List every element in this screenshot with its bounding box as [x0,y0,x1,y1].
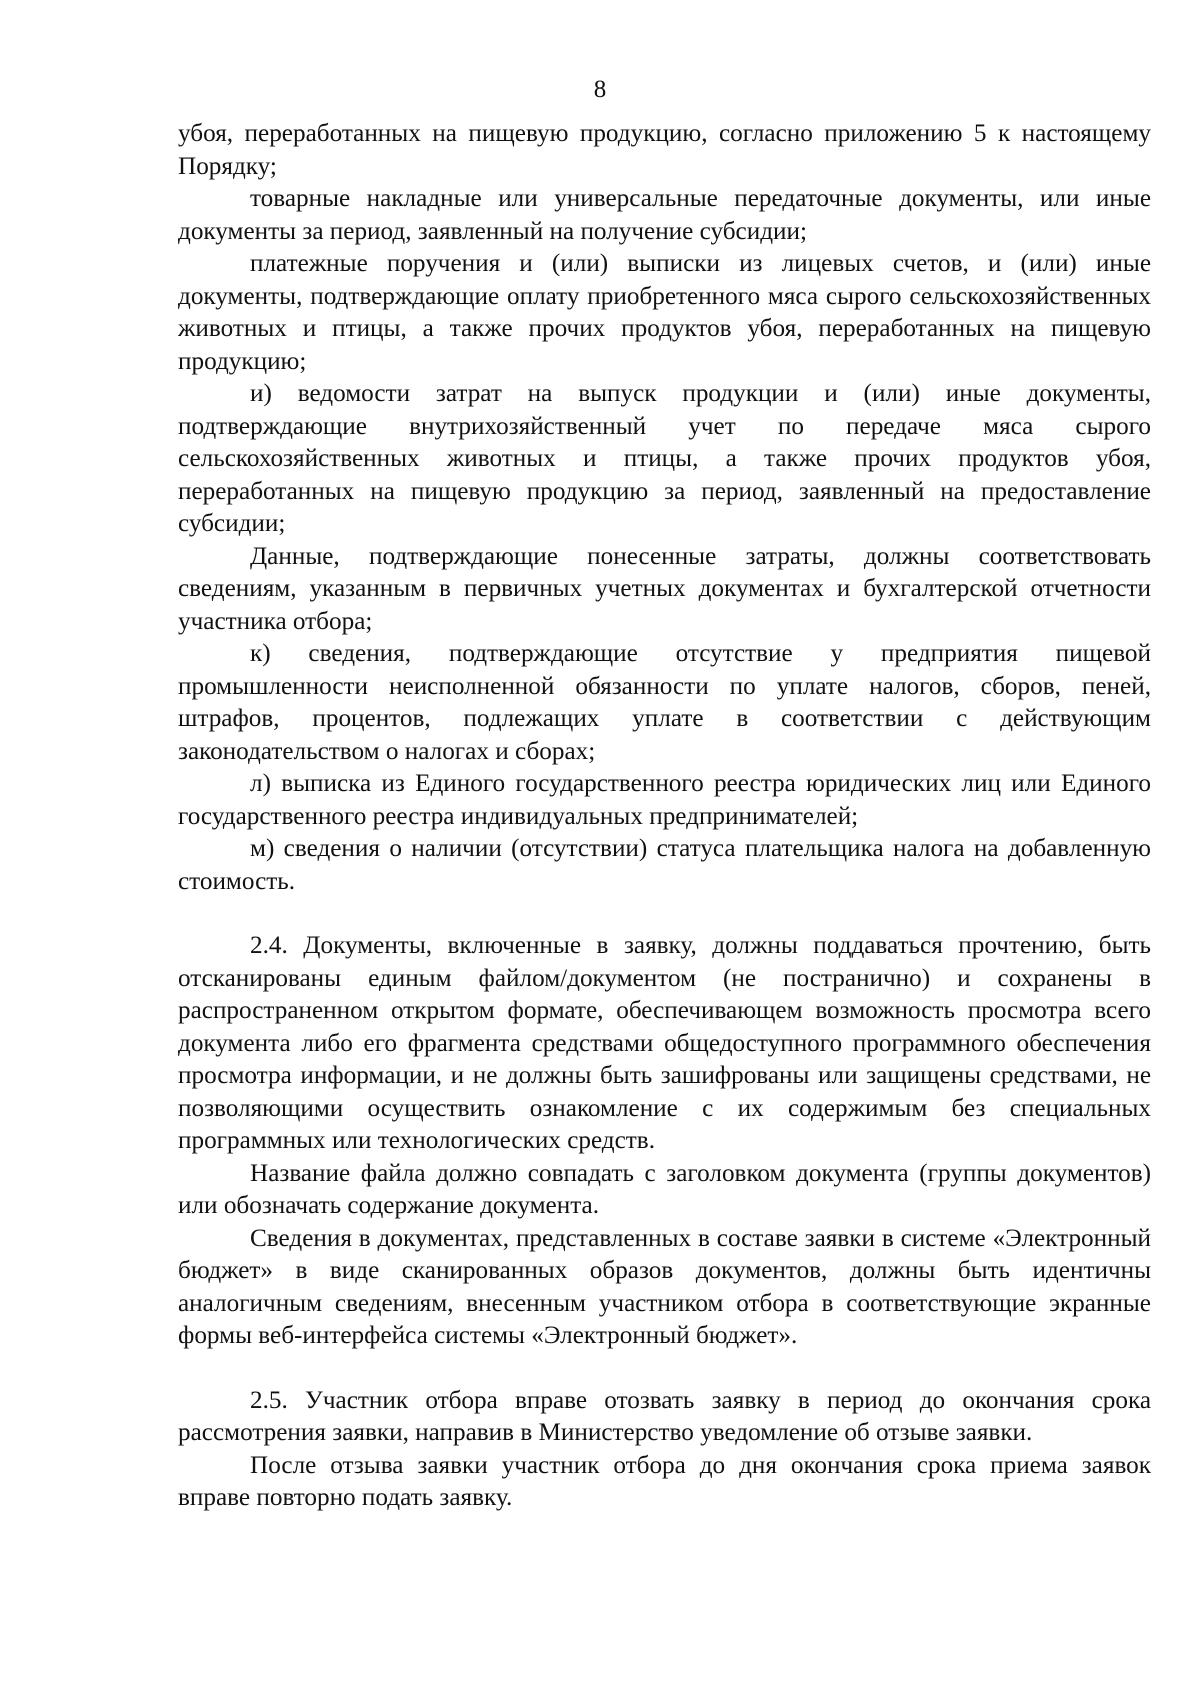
paragraph-continuation: убоя, переработанных на пищевую продукцию, согласно приложению 5 к настоящему Порядку; [178,120,1151,180]
paragraph-electronic-budget: Сведения в документах, представленных в составе заявки в системе «Электронный бюджет» в виде сканированных образов документов, должны быть идентичны аналогичным сведениям, внесенным участником отбора в соответствующие экранные формы веб-интерфейса системы «Электронный бюджет». [178,1224,1151,1349]
paragraph-item-m: м) сведения о наличии (отсутствии) статуса плательщика налога на добавленную стоимость. [178,835,1151,895]
paragraph-file-name: Название файла должно совпадать с заголовком документа (группы документов) или обозначать содержание документа. [178,1159,1151,1219]
paragraph-resubmission: После отзыва заявки участник отбора до дня окончания срока приема заявок вправе повторно подать заявку. [178,1451,1151,1511]
paragraph-cost-data: Данные, подтверждающие понесенные затраты, должны соответствовать сведениям, указанным в первичных учетных документах и бухгалтерской отчетности участника отбора; [178,542,1151,635]
paragraph-item-l: л) выписка из Единого государственного реестра юридических лиц или Единого государственного реестра индивидуальных предпринимателей; [178,770,1151,830]
paragraph-consignment-notes: товарные накладные или универсальные передаточные документы, или иные документы за период, заявленный на получение субсидии; [178,185,1151,245]
paragraph-section-2-4: 2.4. Документы, включенные в заявку, должны поддаваться прочтению, быть отсканированы единым файлом/документом (не постранично) и сохранены в распространенном открытом формате, обеспечивающем возможность просмотра всего документа либо его фрагмента средствами общедоступного программного обеспечения просмотра информации, и не должны быть зашифрованы или защищены средствами, не позволяющими осуществить ознакомление с их содержимым без специальных программных или технологических средств. [178,932,1151,1154]
page-number: 8 [593,76,607,103]
document-body [178,118,1151,1515]
paragraph-section-2-5: 2.5. Участник отбора вправе отозвать заявку в период до окончания срока рассмотрения заявки, направив в Министерство уведомление об отзыве заявки. [178,1386,1151,1446]
paragraph-item-i: и) ведомости затрат на выпуск продукции и (или) иные документы, подтверждающие внутрихозяйственный учет по передаче мяса сырого сельскохозяйственных животных и птицы, а также прочих продуктов убоя, переработанных на пищевую продукцию за период, заявленный на предоставление субсидии; [178,380,1151,537]
paragraph-item-k: к) сведения, подтверждающие отсутствие у предприятия пищевой промышленности неисполненной обязанности по уплате налогов, сборов, пеней, штрафов, процентов, подлежащих уплате в соответствии с действующим законодательством о налогах и сборах; [178,640,1151,765]
paragraph-payment-orders: платежные поручения и (или) выписки из лицевых счетов, и (или) иные документы, подтверждающие оплату приобретенного мяса сырого сельскохозяйственных животных и птицы, а также прочих продуктов убоя, переработанных на пищевую продукцию; [178,250,1151,375]
